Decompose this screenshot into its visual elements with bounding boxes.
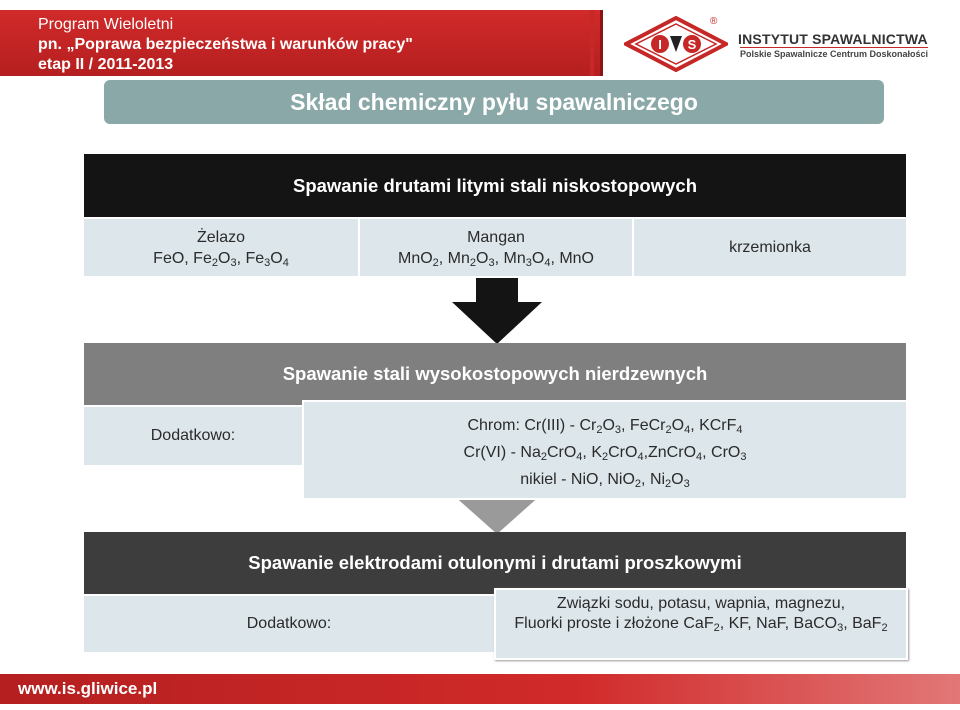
section2-additional-label-box [82,405,304,467]
banner-divider [590,10,594,76]
section2-compounds-box [302,400,908,500]
slide-title: Skład chemiczny pyłu spawalniczego [290,88,698,115]
section3-heading-band [84,532,906,594]
program-line-1: Program Wieloletni [38,16,174,33]
section2-heading: Spawanie stali wysokostopowych nierdzewnych [282,363,708,384]
section3-compounds-box [494,588,908,660]
iron-compounds: FeO, $Fe_2O_3$, $Fe_3O_4$ [153,249,289,269]
nickel-line: nikiel - NiO, NiO$_2$, $Ni_2O_3$ [520,471,690,490]
svg-text:S: S [687,37,697,52]
footer-url[interactable]: www.is.gliwice.pl [18,679,158,698]
program-line-3: etap II / 2011-2013 [38,56,174,73]
section1-heading-band [84,154,906,218]
manganese-compounds: MnO$_2$, $Mn_2O_3$, $Mn_3O_4$, MnO [397,249,594,269]
institute-subtitle: Polskie Spawalnicze Centrum Doskonałości [740,49,929,59]
iron-cell [82,217,360,278]
section2-additional-label: Dodatkowo: [150,427,236,444]
slide-title-box [104,80,884,124]
header-bar [0,0,960,78]
chromium-iii-line: Chrom: $Cr(III) - Cr_2O_3$, $FeCr_2O_4$, KCrF$_4$ [467,417,743,436]
compounds-line-1: Związki sodu, potasu, wapnia, magnezu, [556,595,846,612]
registered-mark: ® [710,16,718,27]
footer-bar [0,674,960,704]
silica-cell [632,217,908,278]
down-arrow-icon [452,278,542,344]
program-line-2: pn. „Poprawa bezpieczeństwa i warunków pracy" [38,36,413,53]
institute-name: INSTYTUT SPAWALNICTWA [738,31,928,47]
section1-heading: Spawanie drutami litymi stali niskostopowych [292,175,697,196]
section3-additional-label: Dodatkowo: [246,615,332,632]
manganese-label: Mangan [467,228,525,246]
section2-heading-band [84,343,906,405]
program-banner [0,10,603,76]
compounds-line-2: Fluorki proste i złożone CaF$_2$, KF, NaF, BaCO$_3$, BaF$_2$ [514,615,888,634]
svg-text:I: I [658,37,662,52]
silica-label: krzemionka [729,239,811,256]
iron-label: Żelazo [196,228,246,246]
section3-heading: Spawanie elektrodami otulonymi i drutami proszkowymi [248,552,742,573]
manganese-cell [358,217,634,278]
section3-additional-label-box [82,594,496,654]
chromium-vi-line: $Cr(VI) - Na_2CrO_4$, $K_2CrO_4,ZnCrO_4$, CrO$_3$ [463,444,747,463]
